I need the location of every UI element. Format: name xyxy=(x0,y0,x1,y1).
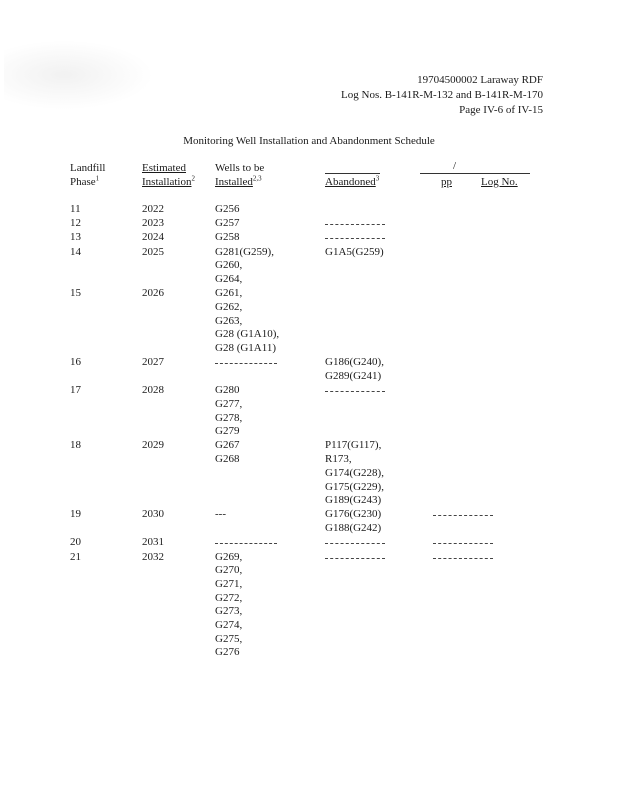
installed-cell: G262, xyxy=(215,300,243,313)
phase-cell: 18 xyxy=(70,439,81,452)
installed-cell: G270, xyxy=(215,564,243,577)
abandoned-dash-mark xyxy=(325,558,385,559)
col-head-phase-line1: Landfill xyxy=(70,162,106,174)
col-head-slash: / xyxy=(453,160,457,172)
installed-cell: G264, xyxy=(215,273,243,285)
col-head-phase-footnote: 1 xyxy=(95,174,100,183)
installed-cell: G257 xyxy=(215,217,240,230)
log-dash-mark xyxy=(433,515,493,516)
col-head-estimated-line2 xyxy=(142,175,195,189)
installed-cell: G274, xyxy=(215,619,243,631)
year-cell: 2030 xyxy=(142,508,164,521)
installed-cell: G277, xyxy=(215,397,243,410)
installed-cell: G281(G259), xyxy=(215,245,274,258)
col-head-estimated-line1: Estimated xyxy=(142,162,186,174)
log-dash-mark xyxy=(433,543,493,544)
abandoned-cell: G188(G242) xyxy=(325,522,382,535)
abandoned-dash-mark xyxy=(325,238,385,239)
abandoned-dash-mark xyxy=(325,224,385,225)
abandoned-cell: G289(G241) xyxy=(325,369,382,382)
abandoned-dash-mark xyxy=(325,391,385,392)
header-log-nos: Log Nos. B-141R-M-132 and B-141R-M-170 xyxy=(341,89,543,101)
installed-cell: G256 xyxy=(215,203,240,215)
phase-cell: 19 xyxy=(70,508,81,521)
installed-cell: G279 xyxy=(215,425,240,438)
phase-cell: 21 xyxy=(70,550,81,563)
year-cell: 2024 xyxy=(142,231,164,244)
installed-cell: G268 xyxy=(215,453,240,466)
col-head-estimated xyxy=(142,161,195,189)
installed-cell: G276 xyxy=(215,646,240,659)
col-head-abandoned-footnote: 3 xyxy=(375,174,380,183)
col-head-log-no: Log No. xyxy=(481,176,518,188)
year-cell: 2028 xyxy=(142,384,164,397)
col-head-phase-text: Phase xyxy=(70,176,96,188)
year-cell: 2026 xyxy=(142,287,164,300)
installed-cell: --- xyxy=(215,508,226,521)
scan-smudge xyxy=(4,40,154,110)
abandoned-dash-mark xyxy=(325,543,385,544)
col-head-abandoned-text: Abandoned xyxy=(325,176,376,188)
abandoned-cell: G1A5(G259) xyxy=(325,245,384,258)
col-head-installed-line1: Wells to be xyxy=(215,162,265,174)
installed-cell: G272, xyxy=(215,591,243,604)
phase-cell: 11 xyxy=(70,203,81,215)
installed-cell: G275, xyxy=(215,632,243,645)
header-rule-abandoned xyxy=(325,173,380,174)
phase-cell: 14 xyxy=(70,245,81,258)
installed-cell: G258 xyxy=(215,231,240,244)
col-head-abandoned xyxy=(325,175,379,189)
col-head-phase xyxy=(70,161,105,189)
installed-cell: G28 (G1A11) xyxy=(215,342,276,354)
installed-dash-mark xyxy=(215,543,277,544)
phase-cell: 16 xyxy=(70,356,81,369)
col-head-estimated-text: Installation xyxy=(142,176,192,188)
abandoned-cell: G175(G229), xyxy=(325,480,384,493)
col-head-installed xyxy=(215,161,264,189)
col-head-phase-line2 xyxy=(70,175,105,189)
installed-cell: G263, xyxy=(215,314,243,327)
installed-cell: G261, xyxy=(215,287,243,300)
col-head-estimated-footnote: 2 xyxy=(191,174,195,183)
log-dash-mark xyxy=(433,558,493,559)
abandoned-cell: G176(G230) xyxy=(325,508,382,521)
installed-cell: G267 xyxy=(215,439,240,452)
installed-cell: G273, xyxy=(215,605,243,618)
phase-cell: 15 xyxy=(70,287,81,300)
installed-cell: G260, xyxy=(215,259,243,272)
year-cell: 2032 xyxy=(142,550,164,563)
col-head-installed-line2 xyxy=(215,175,264,189)
abandoned-cell: G174(G228), xyxy=(325,466,384,479)
abandoned-cell: G189(G243) xyxy=(325,494,382,507)
phase-cell: 20 xyxy=(70,536,81,549)
header-doc-id: 19704500002 Laraway RDF xyxy=(417,74,543,86)
year-cell: 2023 xyxy=(142,217,164,230)
year-cell: 2029 xyxy=(142,439,164,452)
year-cell: 2027 xyxy=(142,356,164,369)
abandoned-cell: R173, xyxy=(325,453,352,466)
header-rule-approval xyxy=(420,173,530,174)
year-cell: 2031 xyxy=(142,536,164,549)
abandoned-cell: G186(G240), xyxy=(325,356,384,369)
phase-cell: 12 xyxy=(70,217,81,230)
phase-cell: 13 xyxy=(70,231,81,244)
header-page-number: Page IV-6 of IV-15 xyxy=(459,104,543,116)
installed-cell: G271, xyxy=(215,577,243,590)
installed-cell: G280 xyxy=(215,384,240,397)
phase-cell: 17 xyxy=(70,384,81,397)
col-head-installed-footnote: 2,3 xyxy=(252,174,262,183)
installed-cell: G269, xyxy=(215,550,243,563)
table-title: Monitoring Well Installation and Abandonment Schedule xyxy=(183,135,435,147)
installed-cell: G278, xyxy=(215,411,243,424)
year-cell: 2022 xyxy=(142,203,164,215)
col-head-installed-text: Installed xyxy=(215,176,253,188)
col-head-approval: pp xyxy=(441,176,452,188)
installed-cell: G28 (G1A10), xyxy=(215,328,280,341)
installed-dash-mark xyxy=(215,363,277,364)
year-cell: 2025 xyxy=(142,245,164,258)
abandoned-cell: P117(G117), xyxy=(325,439,382,452)
